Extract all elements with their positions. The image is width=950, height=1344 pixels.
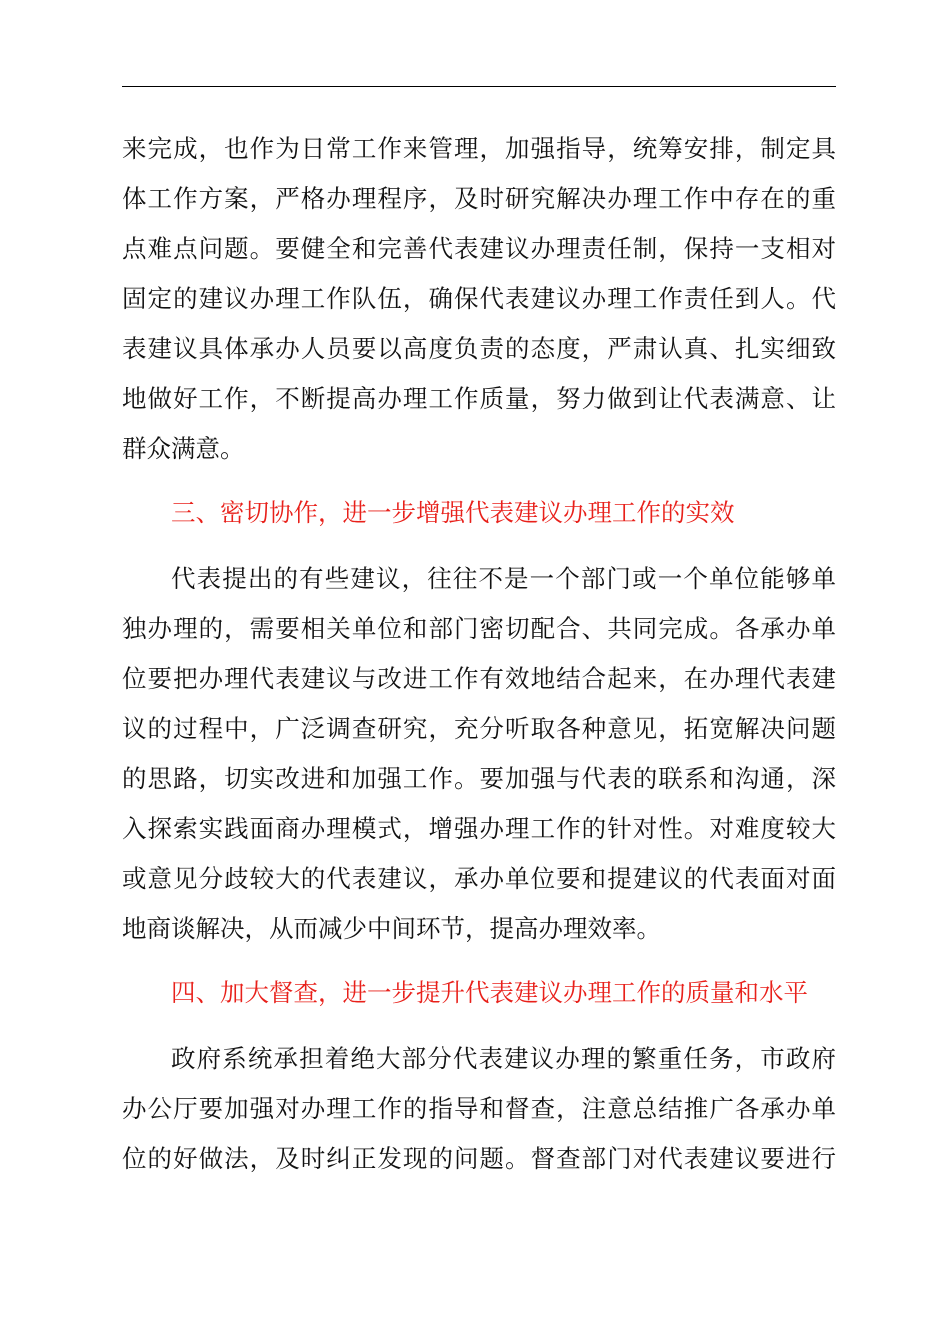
paragraph-2-line: 或意见分歧较大的代表建议，承办单位要和提建议的代表面对面 (122, 864, 836, 893)
paragraph-2-line: 的思路，切实改进和加强工作。要加强与代表的联系和沟通，深 (122, 764, 836, 793)
paragraph-3-line: 位的好做法，及时纠正发现的问题。督查部门对代表建议要进行 (122, 1144, 836, 1173)
paragraph-1-line: 来完成，也作为日常工作来管理，加强指导，统筹安排，制定具 (122, 134, 836, 163)
section-heading-3: 三、密切协作，进一步增强代表建议办理工作的实效 (171, 498, 735, 527)
header-rule (122, 86, 836, 87)
paragraph-1-line: 点难点问题。要健全和完善代表建议办理责任制，保持一支相对 (122, 234, 836, 263)
section-heading-4: 四、加大督查，进一步提升代表建议办理工作的质量和水平 (171, 978, 808, 1007)
paragraph-2-line: 独办理的，需要相关单位和部门密切配合、共同完成。各承办单 (122, 614, 836, 643)
paragraph-2-line: 入探索实践面商办理模式，增强办理工作的针对性。对难度较大 (122, 814, 836, 843)
paragraph-1-line: 表建议具体承办人员要以高度负责的态度，严肃认真、扎实细致 (122, 334, 836, 363)
paragraph-1-line: 地做好工作，不断提高办理工作质量，努力做到让代表满意、让 (122, 384, 836, 413)
paragraph-1-line: 群众满意。 (122, 434, 245, 463)
paragraph-1-line: 体工作方案，严格办理程序，及时研究解决办理工作中存在的重 (122, 184, 836, 213)
paragraph-3-line: 办公厅要加强对办理工作的指导和督查，注意总结推广各承办单 (122, 1094, 836, 1123)
paragraph-3-line: 政府系统承担着绝大部分代表建议办理的繁重任务，市政府 (171, 1044, 836, 1073)
paragraph-2-line: 议的过程中，广泛调查研究，充分听取各种意见，拓宽解决问题 (122, 714, 836, 743)
paragraph-2-line: 位要把办理代表建议与改进工作有效地结合起来，在办理代表建 (122, 664, 836, 693)
paragraph-2-line: 地商谈解决，从而减少中间环节，提高办理效率。 (122, 914, 661, 943)
paragraph-2-line: 代表提出的有些建议，往往不是一个部门或一个单位能够单 (171, 564, 836, 593)
paragraph-1-line: 固定的建议办理工作队伍，确保代表建议办理工作责任到人。代 (122, 284, 836, 313)
